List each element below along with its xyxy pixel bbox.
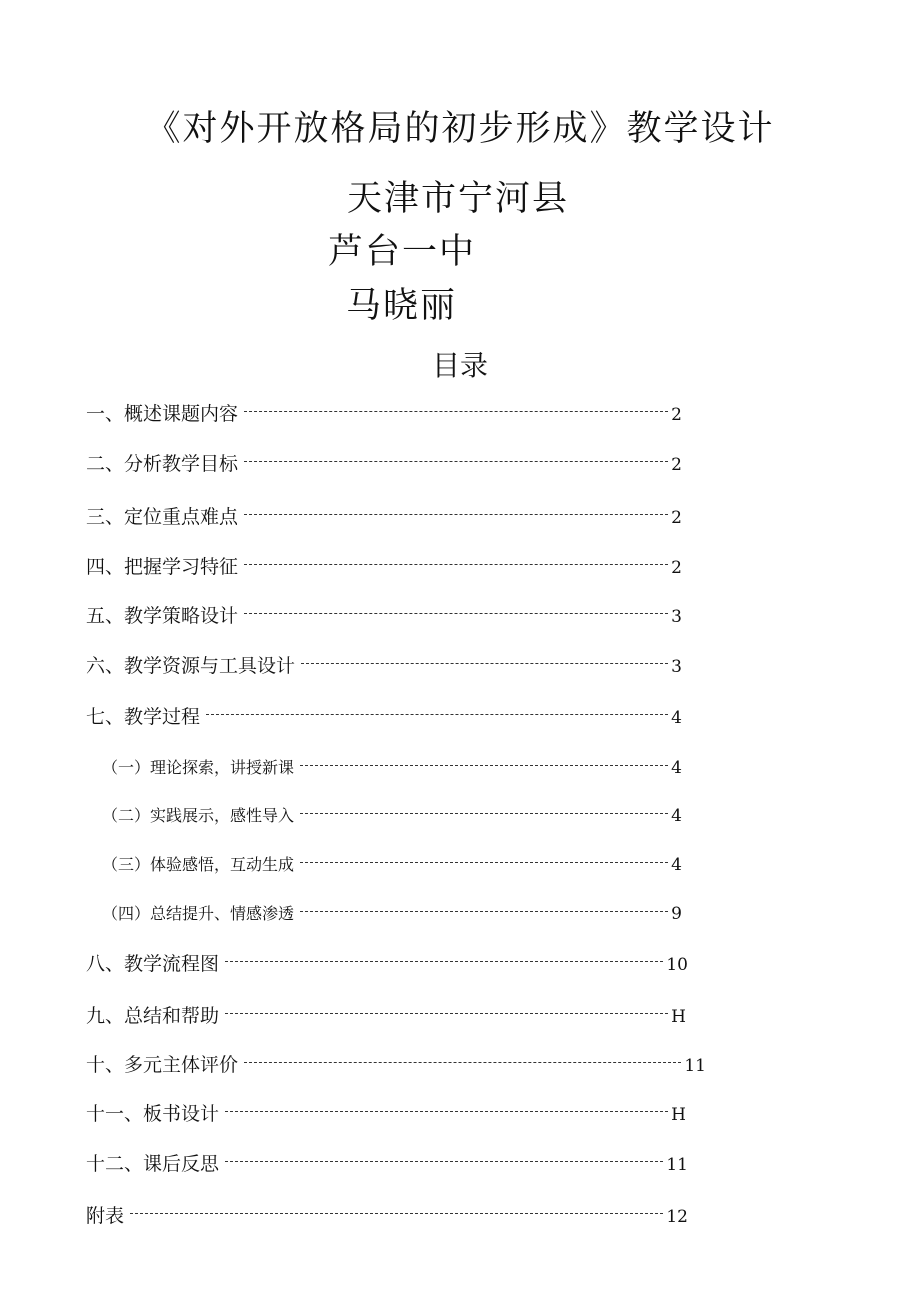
toc-item-page: 4 (671, 708, 682, 728)
toc-item-label: 二、分析教学目标 (86, 453, 239, 475)
toc-item-page: 10 (666, 955, 688, 975)
toc-item-label: 十一、板书设计 (86, 1103, 220, 1125)
toc-item-page: 12 (666, 1207, 688, 1227)
author-county: 天津市宁河县 (347, 179, 570, 219)
toc-item-page: 4 (671, 806, 682, 826)
toc-item-label: 五、教学策略设计 (86, 605, 239, 627)
document-title: 《对外开放格局的初步形成》教学设计 (145, 109, 775, 149)
toc-item-label: 十、多元主体评价 (86, 1054, 239, 1076)
toc-leader (225, 1111, 668, 1112)
toc-leader (225, 961, 663, 962)
toc-item-page: 4 (671, 855, 682, 875)
toc-item-page: 2 (671, 508, 682, 528)
toc-item[interactable] (86, 946, 688, 982)
toc-leader (300, 813, 668, 814)
toc-item-label: 三、定位重点难点 (86, 506, 239, 528)
toc-item-label: 附表 (86, 1205, 125, 1227)
toc-item[interactable] (86, 1198, 688, 1234)
toc-item-page: H (671, 1105, 686, 1125)
toc-leader (244, 514, 668, 515)
toc-item[interactable] (86, 1146, 688, 1182)
toc-item[interactable] (86, 549, 682, 585)
toc-leader (244, 411, 668, 412)
toc-subitem[interactable] (86, 798, 682, 834)
toc-item[interactable] (86, 598, 682, 634)
toc-item-page: 4 (671, 758, 682, 778)
toc-item[interactable] (86, 499, 682, 535)
toc-leader (301, 663, 668, 664)
toc-item-page: 2 (671, 405, 682, 425)
toc-item-label: 四、把握学习特征 (86, 556, 239, 578)
toc-item-label: 十二、课后反思 (86, 1153, 220, 1175)
toc-leader (244, 613, 668, 614)
toc-item-label: 七、教学过程 (86, 706, 201, 728)
author-school: 芦台一中 (328, 232, 477, 272)
toc-item-label: 六、教学资源与工具设计 (86, 655, 296, 677)
toc-item[interactable] (86, 699, 682, 735)
toc-item[interactable] (86, 396, 682, 432)
toc-item[interactable] (86, 998, 686, 1034)
toc-leader (225, 1013, 668, 1014)
toc-leader (130, 1213, 663, 1214)
toc-leader (300, 765, 668, 766)
toc-item-label: 八、教学流程图 (86, 953, 220, 975)
toc-item-label: （三）体验感悟，互动生成 (102, 855, 295, 874)
toc-item-page: 3 (671, 657, 682, 677)
toc-leader (244, 564, 668, 565)
toc-item-page: H (671, 1007, 686, 1027)
toc-item-page: 9 (671, 904, 682, 924)
author-name: 马晓丽 (346, 286, 458, 326)
toc-item-page: 2 (671, 455, 682, 475)
toc-leader (244, 1062, 681, 1063)
toc-heading: 目录 (431, 349, 488, 382)
toc-item-label: 一、概述课题内容 (86, 403, 239, 425)
toc-item[interactable] (86, 648, 682, 684)
toc-item[interactable] (86, 1096, 686, 1132)
toc-item-page: 11 (666, 1155, 688, 1175)
toc-item[interactable] (86, 1047, 706, 1083)
toc-leader (225, 1161, 663, 1162)
toc-leader (206, 714, 668, 715)
toc-item-label: （四）总结提升、情感渗透 (102, 904, 295, 923)
toc-leader (300, 862, 668, 863)
toc-item-label: 九、总结和帮助 (86, 1005, 220, 1027)
toc-leader (300, 911, 668, 912)
toc-subitem[interactable] (86, 847, 682, 883)
toc-subitem[interactable] (86, 896, 682, 932)
toc-item-label: （一）理论探索，讲授新课 (102, 758, 295, 777)
toc-item[interactable] (86, 446, 682, 482)
toc-subitem[interactable] (86, 750, 682, 786)
toc-leader (244, 461, 668, 462)
toc-item-page: 11 (684, 1056, 706, 1076)
toc-item-page: 3 (671, 607, 682, 627)
toc-item-label: （二）实践展示，感性导入 (102, 806, 295, 825)
toc-item-page: 2 (671, 558, 682, 578)
